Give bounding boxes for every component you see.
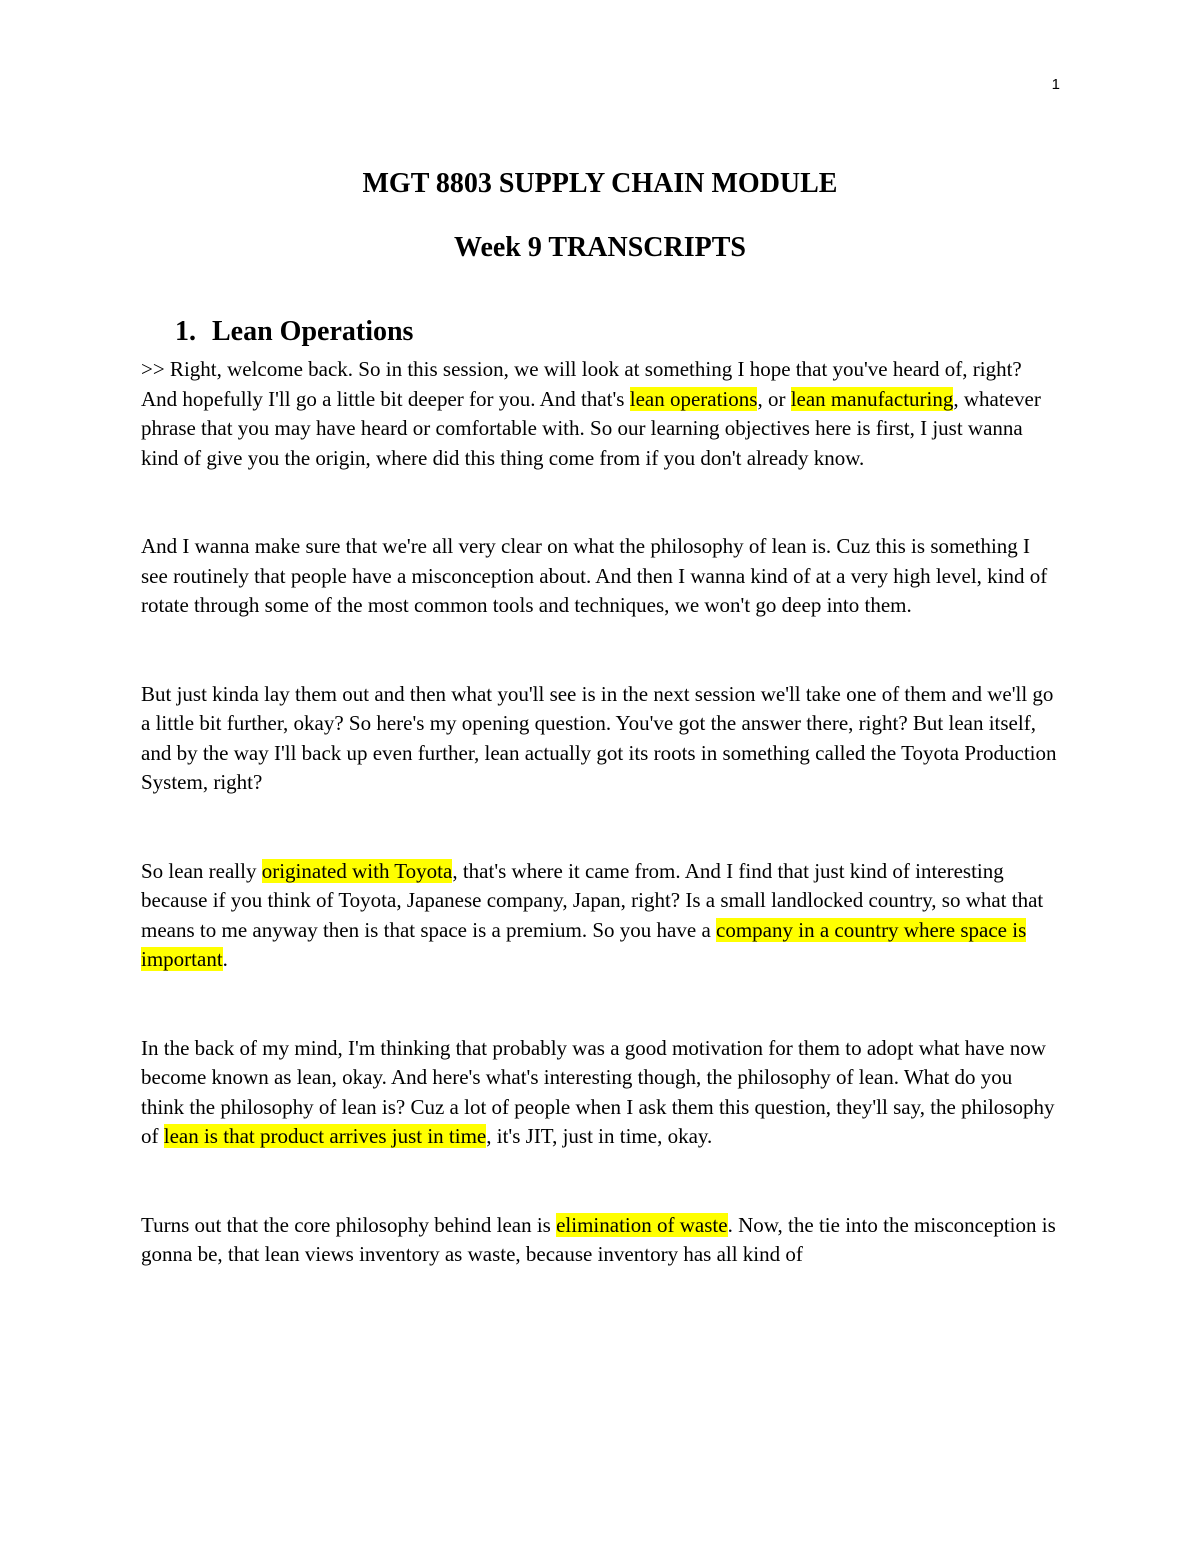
highlighted-text: lean manufacturing [790,386,954,411]
transcript-paragraph [141,1211,1059,1270]
highlighted-text: lean is that product arrives just in time [163,1124,487,1148]
highlighted-text: lean operations [629,386,758,411]
section-heading [175,315,413,349]
paragraph-text: , that's where it came from. And I find that just kind of interesting because if you think of Toyota, Japanese company, Japan, right? Is a small landlocked country, so what that means to me anyway then is that space is a premium. So you have a [141,858,1044,942]
transcript-paragraph [141,857,1059,975]
paragraph-text: Turns out that the core philosophy behind lean is [141,1212,557,1237]
highlighted-text: elimination of waste [556,1212,728,1237]
paragraph-text: , it's JIT, just in time, okay. [486,1124,713,1148]
transcript-body [141,355,1059,1329]
transcript-paragraph [141,355,1059,473]
paragraph-text: . Now, the tie into the misconception is gonna be, that lean views inventory as waste, because inventory has all kind of [141,1212,1056,1266]
paragraph-text: , or [757,386,791,411]
paragraph-text: But just kinda lay them out and then what you'll see is in the next session we'll take one of them and we'll go a little bit further, okay? So here's my opening question. You've got the answer there, right? But lean itself, and by the way I'll back up even further, lean actually got its roots in something called the Toyota Production System, right? [141,681,1057,794]
document-title: MGT 8803 SUPPLY CHAIN MODULE [362,168,838,199]
highlighted-text: originated with Toyota [261,858,453,883]
paragraph-text: In the back of my mind, I'm thinking that probably was a good motivation for them to adopt what have now become known as lean, okay. And here's what's interesting though, the philosophy of lean. What do you think the philosophy of lean is? Cuz a lot of people when I ask them this question, they'll say, the philosophy of [141,1035,1055,1148]
section-title: Lean Operations [212,316,414,347]
transcript-paragraph [141,532,1059,621]
paragraph-text: , whatever phrase that you may have heard or comfortable with. So our learning objectives here is first, I just wanna kind of give you the origin, where did this thing come from if you don't already know. [141,386,1041,470]
page-number: 1 [1051,76,1060,93]
paragraph-text: . [222,947,228,971]
paragraph-text: And I wanna make sure that we're all very clear on what the philosophy of lean is. Cuz this is something I see routinely that people have a misconception about. And then I wanna kind of at a very high level, kind of rotate through some of the most common tools and techniques, we won't go deep into them. [141,534,1048,617]
document-subtitle: Week 9 TRANSCRIPTS [454,232,746,263]
transcript-paragraph [141,680,1059,798]
transcript-paragraph [141,1034,1059,1152]
paragraph-text: So lean really [141,858,262,883]
paragraph-text: >> Right, welcome back. So in this session, we will look at something I hope that you've heard of, right? And hopefully I'll go a little bit deeper for you. And that's [141,357,1022,411]
section-number: 1. [175,316,196,347]
highlighted-text: company in a country where space is important [141,917,1027,971]
